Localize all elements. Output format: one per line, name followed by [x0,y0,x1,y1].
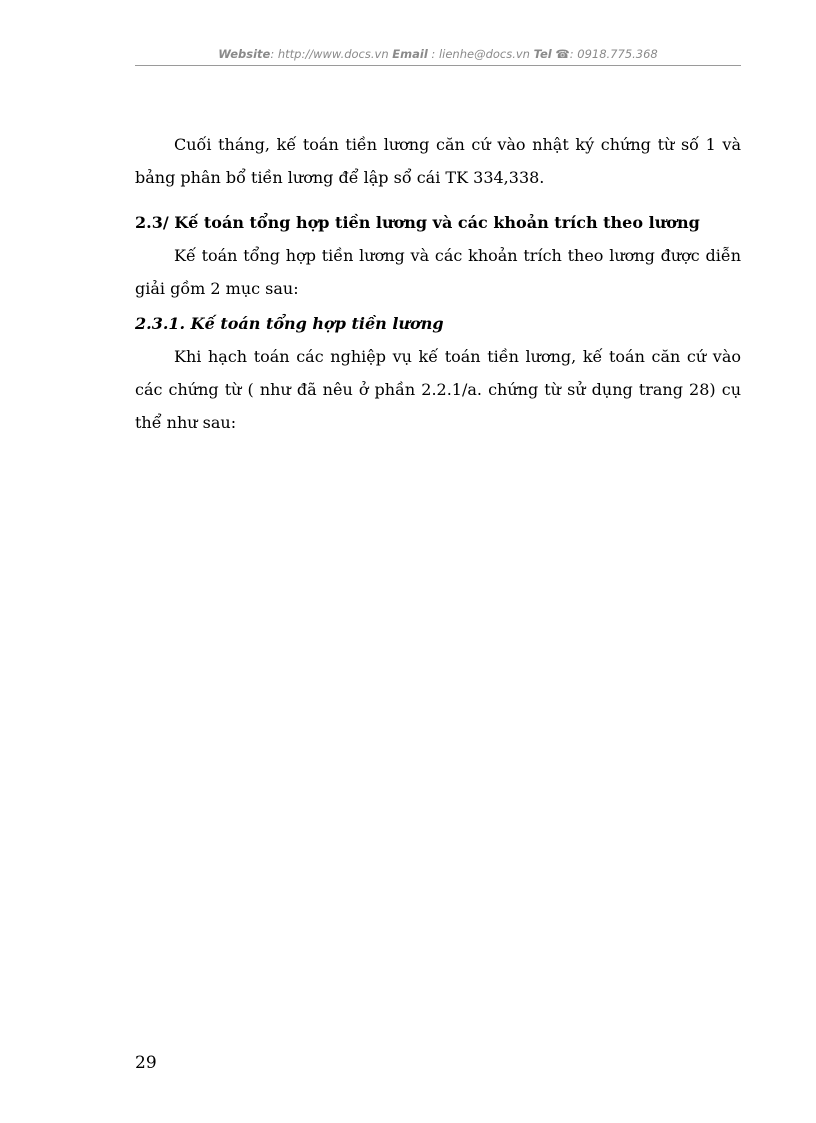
website-value: : http://www.docs.vn [270,47,389,61]
website-label: Website [218,47,271,61]
page-number: 29 [135,1053,157,1073]
page-header [135,47,741,67]
phone-icon: ☎ [555,47,570,61]
paragraph-1: Cuối tháng, kế toán tiền lương căn cứ vào nhật ký chứng từ số 1 và bảng phân bổ tiền lương để lập sổ cái TK 334,338. [135,135,741,187]
paragraph-3: Khi hạch toán các nghiệp vụ kế toán tiền lương, kế toán căn cứ vào các chứng từ ( như đã nêu ở phần 2.2.1/a. chứng từ sử dụng trang 28) cụ thể như sau: [135,347,741,432]
tel-value: : 0918.775.368 [569,47,658,61]
tel-label: Tel [533,47,552,61]
email-label: Email [392,47,428,61]
document-body [135,128,741,439]
email-value: : lienhe@docs.vn [431,47,530,61]
subsection-heading: 2.3.1. Kế toán tổng hợp tiền lương [135,314,444,333]
section-heading: 2.3/ Kế toán tổng hợp tiền lương và các khoản trích theo lương [135,213,700,232]
header-divider [135,65,741,66]
paragraph-2: Kế toán tổng hợp tiền lương và các khoản trích theo lương được diễn giải gồm 2 mục sau: [135,246,741,298]
